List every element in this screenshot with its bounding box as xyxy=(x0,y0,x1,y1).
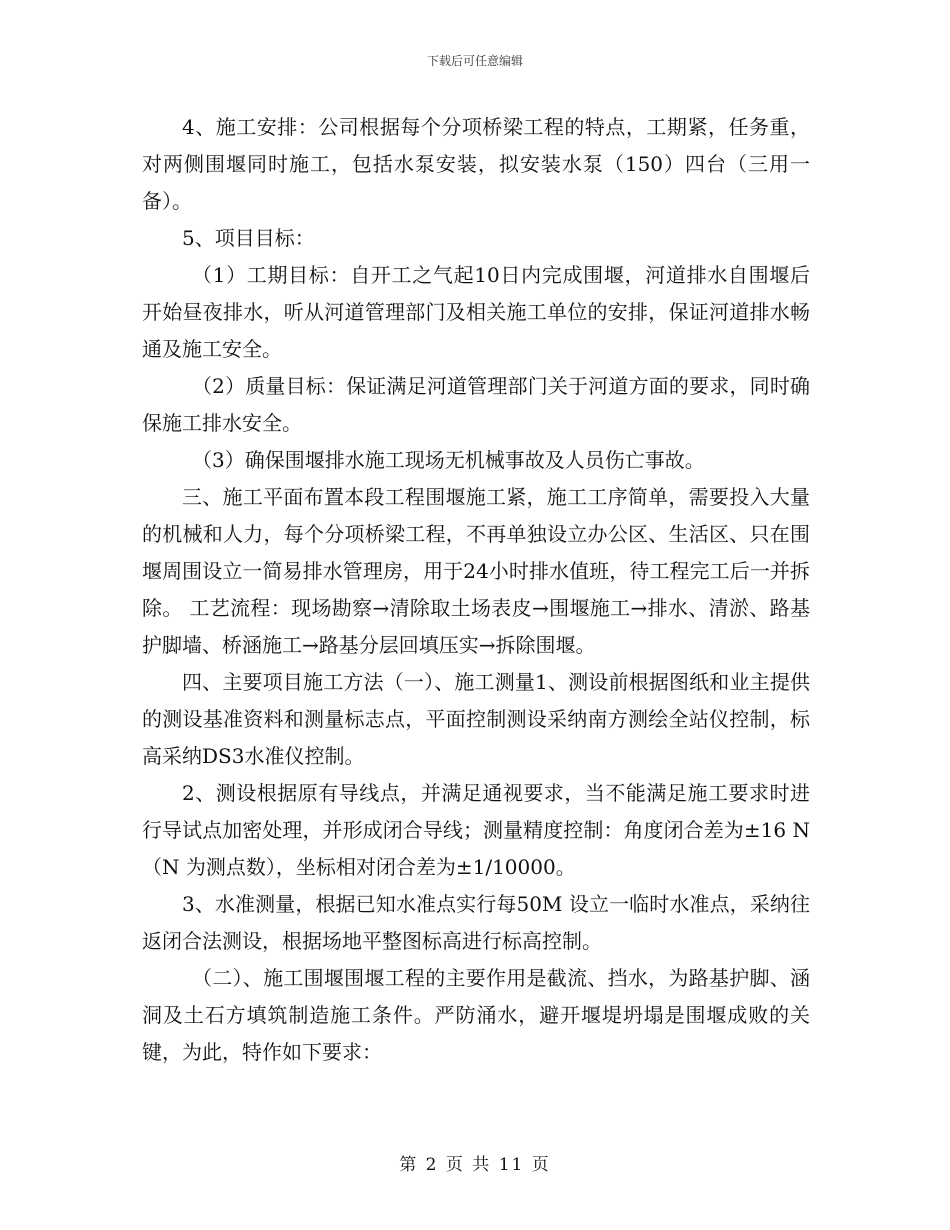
paragraph-quality-goal: （2）质量目标：保证满足河道管理部门关于河道方面的要求，同时确保施工排水安全。 xyxy=(142,374,810,435)
paragraph-schedule-goal: （1）工期目标：自开工之气起10日内完成围堰，河道排水自围堰后开始昼夜排水，听从河道管理部门及相关施工单位的安排，保证河道排水畅通及施工安全。 xyxy=(142,263,810,361)
paragraph-construction-methods: 四、主要项目施工方法（一）、施工测量1、测设前根据图纸和业主提供的测设基准资料和测量标志点，平面控制测设采纳南方测绘全站仪控制，标高采纳DS3水准仪控制。 xyxy=(142,670,810,768)
page-header-note: 下载后可任意编辑 xyxy=(426,54,523,68)
paragraph-survey-traverse: 2、测设根据原有导线点，并满足通视要求，当不能满足施工要求时进行导试点加密处理，并形成闭合导线；测量精度控制：角度闭合差为±16 N（N 为测点数），坐标相对闭合差为±1/10000。 xyxy=(142,781,810,879)
paragraph-construction-arrangement: 4、施工安排：公司根据每个分项桥梁工程的特点，工期紧，任务重，对两侧围堰同时施工，包括水泵安装，拟安装水泵（150）四台（三用一备）。 xyxy=(142,115,810,213)
page-number: 第 2 页 共 11 页 xyxy=(399,1155,551,1175)
document-body xyxy=(142,109,810,1071)
paragraph-site-layout: 三、施工平面布置本段工程围堰施工紧，施工工序简单，需要投入大量的机械和人力，每个分项桥梁工程，不再单独设立办公区、生活区、只在围堰周围设立一简易排水管理房，用于24小时排水值班，待工程完工后一并拆除。 工艺流程：现场勘察→清除取土场表皮→围堰施工→排水、清淤、路基护脚墙、桥涵施工→路基分层回填压实→拆除围堰。 xyxy=(142,485,810,657)
paragraph-project-goals: 5、项目目标： xyxy=(182,226,315,250)
paragraph-cofferdam: （二）、施工围堰围堰工程的主要作用是截流、挡水，为路基护脚、涵洞及土石方填筑制造施工条件。严防涌水，避开堰堤坍塌是围堰成败的关键，为此，特作如下要求： xyxy=(142,966,810,1064)
paragraph-leveling-survey: 3、水准测量，根据已知水准点实行每50M 设立一临时水准点，采纳往返闭合法测设，根据场地平整图标高进行标高控制。 xyxy=(142,892,810,953)
paragraph-safety-goal: （3）确保围堰排水施工现场无机械事故及人员伤亡事故。 xyxy=(192,448,705,472)
